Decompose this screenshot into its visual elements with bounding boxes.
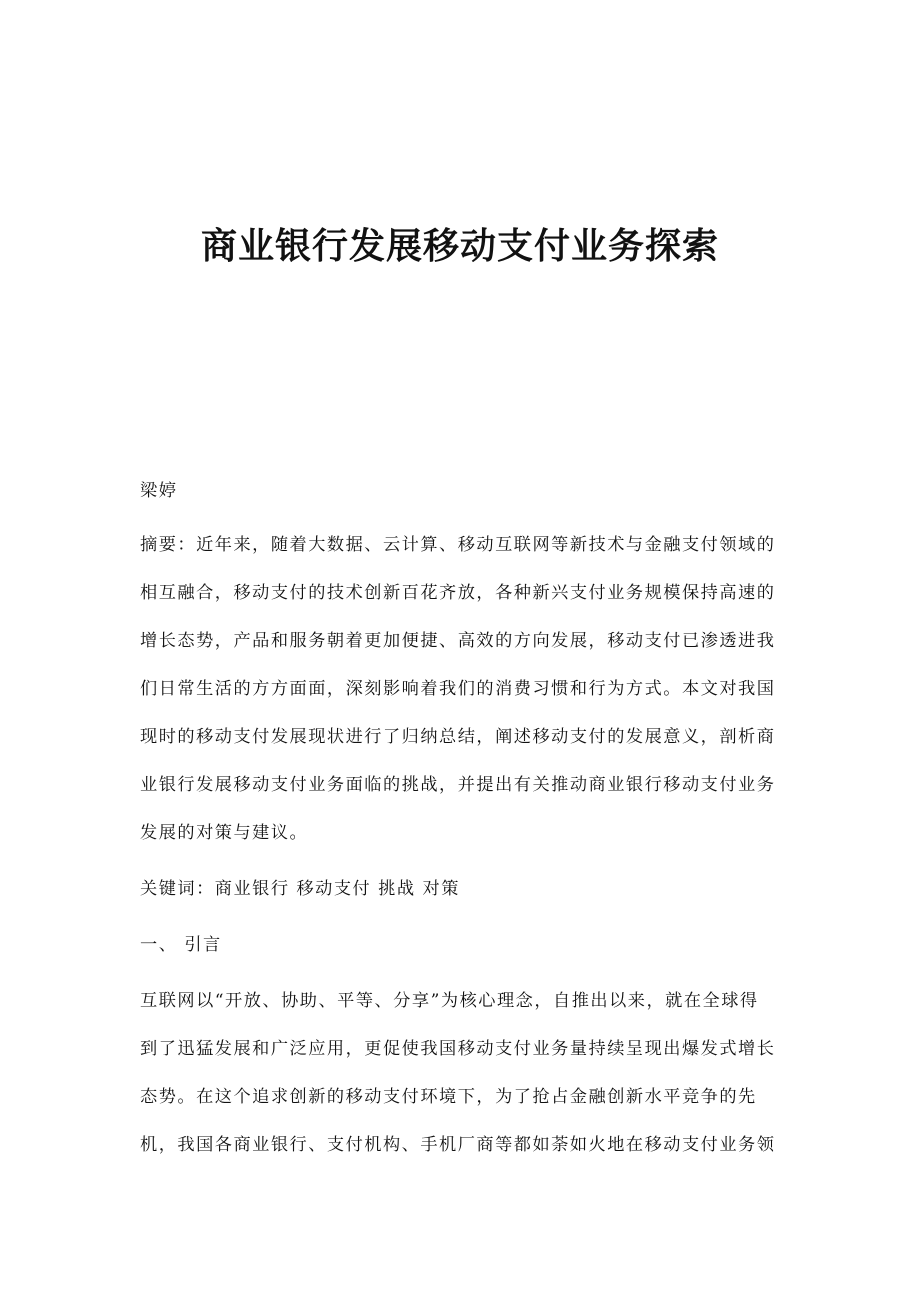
keywords: 关键词：商业银行 移动支付 挑战 对策: [140, 879, 460, 899]
abstract-line: 增长态势，产品和服务朝着更加便捷、高效的方向发展，移动支付已渗透进我: [140, 631, 776, 651]
abstract-line: 摘要：近年来，随着大数据、云计算、移动互联网等新技术与金融支付领域的: [140, 535, 776, 555]
body-line: 互联网以“开放、协助、平等、分享”为核心理念，自推出以来，就在全球得: [140, 991, 759, 1011]
section-heading: 一、 引言: [140, 935, 222, 955]
abstract-line: 现时的移动支付发展现状进行了归纳总结，阐述移动支付的发展意义，剖析商: [140, 727, 776, 747]
body-line: 态势。在这个追求创新的移动支付环境下，为了抢占金融创新水平竞争的先: [140, 1087, 757, 1107]
abstract-line: 们日常生活的方方面面，深刻影响着我们的消费习惯和行为方式。本文对我国: [140, 679, 776, 699]
abstract-line: 业银行发展移动支付业务面临的挑战，并提出有关推动商业银行移动支付业务: [140, 775, 776, 795]
body-line: 机，我国各商业银行、支付机构、手机厂商等都如荼如火地在移动支付业务领: [140, 1135, 776, 1155]
abstract-line: 发展的对策与建议。: [140, 823, 309, 843]
document-title: 商业银行发展移动支付业务探索: [200, 225, 719, 267]
body-line: 到了迅猛发展和广泛应用，更促使我国移动支付业务量持续呈现出爆发式增长: [140, 1039, 776, 1059]
abstract-line: 相互融合，移动支付的技术创新百花齐放，各种新兴支付业务规模保持高速的: [140, 583, 776, 603]
author: 梁婷: [140, 481, 178, 501]
